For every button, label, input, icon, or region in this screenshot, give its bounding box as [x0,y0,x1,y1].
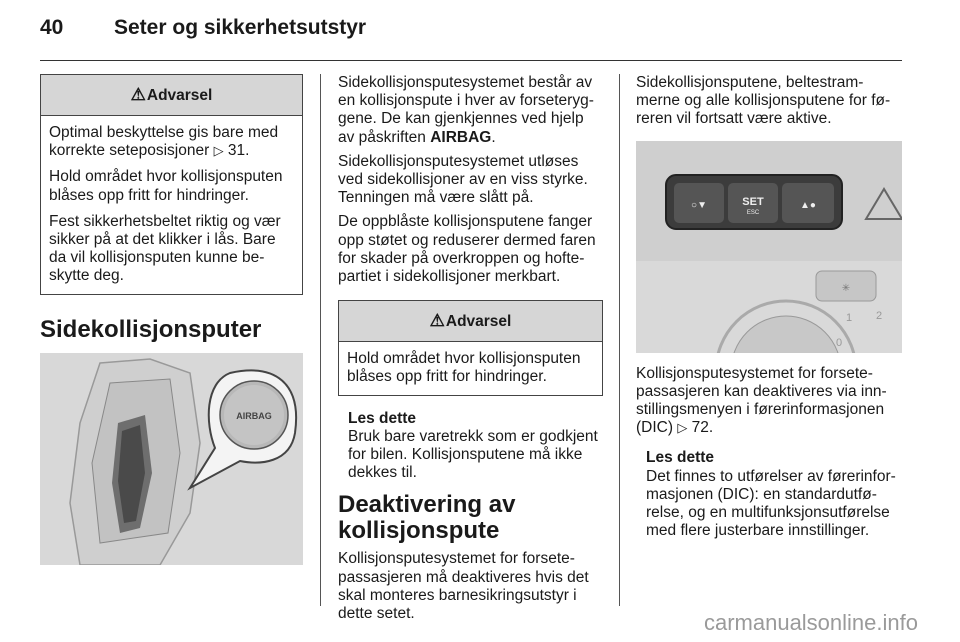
lights-icon: ▲● [800,199,816,211]
dashboard-illustration [636,141,902,353]
fan-icon: ✳ [841,282,851,294]
set-label: SET [742,195,764,208]
seatbelt-icon: ○▼ [691,199,707,211]
watermark: carmanualsonline.info [703,610,918,635]
column-3 [636,74,902,550]
seat-airbag-figure [40,353,303,565]
note-title: Les dette [348,409,417,427]
dial-number: 1 [846,311,853,324]
warning-body [41,116,302,294]
paragraph: Kollisjonsputesystemet for forsete-passasjeren må deaktiveres hvis det skal monteres barnesikringsutstyr i dette setet. [338,550,589,623]
warning-triangle-icon: ⚠ [130,85,146,104]
paragraph-end: . [491,128,496,146]
seat-airbag-illustration [40,353,303,565]
esc-label: ESC [746,209,760,216]
paragraph-text: Kollisjonsputesystemet for forsete-passasjeren kan deaktiveres via inn-stillingsmenyen i førerinformasjonen (DIC) [636,364,887,437]
dashboard-buttons-figure [636,141,902,353]
column-divider-2 [619,74,620,606]
warning-header [339,301,602,342]
header-rule [40,60,902,61]
column-divider-1 [320,74,321,606]
warning-paragraph [49,124,294,160]
note-box [338,410,603,483]
page-reference: 31. [227,142,250,160]
airbag-label: AIRBAG [236,410,272,421]
note-title: Les dette [646,449,715,467]
paragraph: Sidekollisjonsputene, beltestram-merne og alle kollisjonsputene for fø-reren vil fortsatt være aktive. [636,74,891,128]
page-number: 40 [40,16,64,39]
page-header [40,16,366,40]
column-1 [40,74,303,565]
warning-paragraph: Fest sikkerhetsbeltet riktig og vær sikker på at det klikker i lås. Bare da vil kollisjonsputen kunne be-skytte deg. [49,212,281,285]
warning-title: Advarsel [445,313,512,331]
note-text: Det finnes to utførelser av førerinfor-masjonen (DIC): en standardutfø-relse, og en multifunksjonsutførelse med flere justerbare innstillinger. [646,467,896,540]
dial-number: 0 [836,336,843,349]
page-reference-icon: ▷ [677,420,688,436]
page-reference: 72. [691,419,714,437]
page-reference-icon: ▷ [213,143,224,159]
page-title: Seter og sikkerhetsutstyr [114,16,367,39]
warning-triangle-icon: ⚠ [429,311,445,331]
warning-body [339,342,602,394]
paragraph [636,365,902,438]
note-text: Bruk bare varetrekk som er godkjent for bilen. Kollisjonsputene må ikke dekkes til. [348,427,598,482]
warning-text: Optimal beskyttelse gis bare med korrekte seteposisjoner [49,124,279,160]
column-2 [338,74,603,629]
warning-header [41,75,302,116]
dial-number: 2 [876,309,883,322]
warning-box [40,74,303,295]
warning-paragraph: Hold området hvor kollisjonsputen blåses opp fritt for hindringer. [347,350,581,386]
paragraph [338,74,603,147]
section-heading: Sidekollisjonsputer [40,315,262,343]
paragraph: Sidekollisjonsputesystemet utløses ved sidekollisjoner av en viss styrke. Tenningen må være slått på. [338,152,588,207]
paragraph-text: Sidekollisjonsputesystemet består av en kollisjonspute i hver av forseteryg-gene. De kan gjenkjennes ved hjelp av påskriften [338,74,594,146]
warning-paragraph: Hold området hvor kollisjonsputen blåses opp fritt for hindringer. [49,168,283,204]
warning-box [338,300,603,395]
paragraph: De oppblåste kollisjonsputene fanger opp støtet og reduserer dermed faren for skader på overkroppen og hofte-partiet i sidekollisjoner merkbart. [338,213,596,286]
airbag-term: AIRBAG [430,128,492,146]
note-box [636,449,902,540]
section-heading: Deaktivering av kollisjonspute [338,491,516,545]
warning-title: Advarsel [146,87,213,104]
